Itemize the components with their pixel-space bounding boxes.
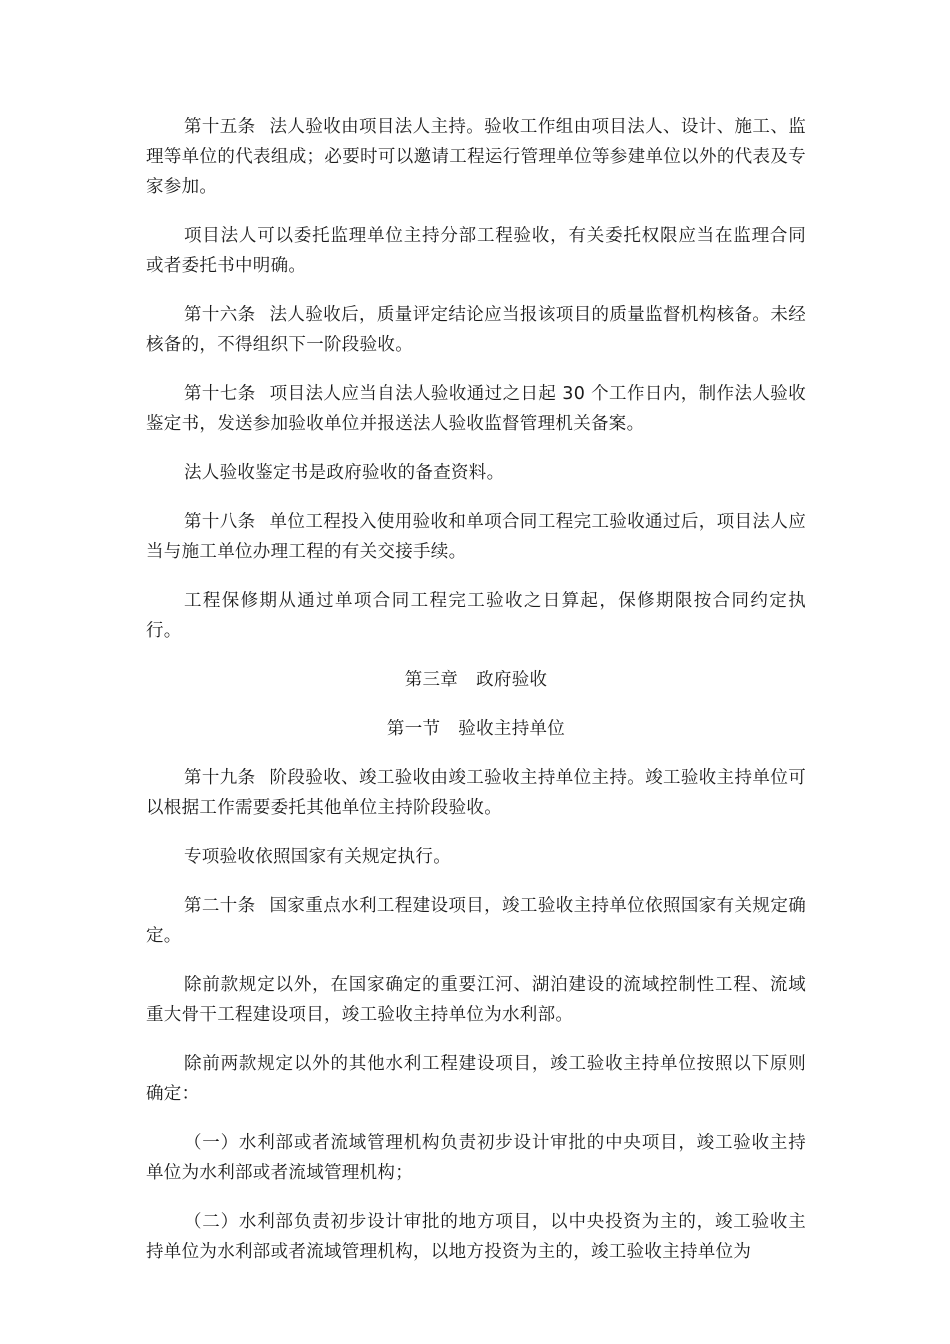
article-19-paragraph <box>146 763 806 823</box>
paragraph-text: 单位工程投入使用验收和单项合同工程完工验收通过后，项目法人应当与施工单位办理工程的有关交接手续。 <box>146 512 807 562</box>
paragraph-text: 法人验收鉴定书是政府验收的备查资料。 <box>184 463 505 483</box>
paragraph-text: 项目法人可以委托监理单位主持分部工程验收，有关委托权限应当在监理合同或者委托书中明确。 <box>146 226 806 276</box>
paragraph-text: 项目法人应当自法人验收通过之日起 30 个工作日内，制作法人验收鉴定书，发送参加验收单位并报送法人验收监督管理机关备案。 <box>146 384 806 434</box>
article-18-clause-2 <box>146 586 806 646</box>
chapter-heading <box>146 665 806 695</box>
article-number: 第二十条 <box>184 896 256 916</box>
article-16-paragraph <box>146 300 806 360</box>
article-15-clause-2 <box>146 221 806 281</box>
article-number: 第十七条 <box>184 384 256 404</box>
paragraph-text: （一）水利部或者流域管理机构负责初步设计审批的中央项目，竣工验收主持单位为水利部或者流域管理机构； <box>146 1133 806 1183</box>
document-page <box>146 112 806 1286</box>
section-title: 验收主持单位 <box>458 719 566 739</box>
article-18-paragraph <box>146 507 806 567</box>
chapter-number: 第三章 <box>404 670 459 690</box>
article-number: 第十六条 <box>184 305 256 325</box>
paragraph-text: 法人验收由项目法人主持。验收工作组由项目法人、设计、施工、监理等单位的代表组成；必要时可以邀请工程运行管理单位等参建单位以外的代表及专家参加。 <box>146 117 807 197</box>
article-19-clause-2 <box>146 842 806 872</box>
paragraph-text: 专项验收依照国家有关规定执行。 <box>184 847 451 867</box>
chapter-title: 政府验收 <box>476 670 548 690</box>
article-20-clause-3 <box>146 1049 806 1109</box>
article-number: 第十九条 <box>184 768 256 788</box>
article-20-paragraph <box>146 891 806 951</box>
article-15-paragraph <box>146 112 806 202</box>
paragraph-text: 除前两款规定以外的其他水利工程建设项目，竣工验收主持单位按照以下原则确定： <box>146 1054 806 1104</box>
paragraph-text: 法人验收后，质量评定结论应当报该项目的质量监督机构核备。未经核备的，不得组织下一阶段验收。 <box>146 305 807 355</box>
article-20-clause-2 <box>146 970 806 1030</box>
paragraph-text: 除前款规定以外，在国家确定的重要江河、湖泊建设的流域控制性工程、流域重大骨干工程建设项目，竣工验收主持单位为水利部。 <box>146 975 806 1025</box>
article-number: 第十五条 <box>184 117 256 137</box>
article-20-item-1 <box>146 1128 806 1188</box>
article-number: 第十八条 <box>184 512 256 532</box>
article-17-clause-2 <box>146 458 806 488</box>
article-17-paragraph <box>146 379 806 439</box>
paragraph-text: 国家重点水利工程建设项目，竣工验收主持单位依照国家有关规定确定。 <box>146 896 807 946</box>
section-heading <box>146 714 806 744</box>
paragraph-text: 工程保修期从通过单项合同工程完工验收之日算起，保修期限按合同约定执行。 <box>146 591 806 641</box>
paragraph-text: （二）水利部负责初步设计审批的地方项目，以中央投资为主的，竣工验收主持单位为水利部或者流域管理机构，以地方投资为主的，竣工验收主持单位为 <box>146 1212 806 1262</box>
paragraph-text: 阶段验收、竣工验收由竣工验收主持单位主持。竣工验收主持单位可以根据工作需要委托其他单位主持阶段验收。 <box>146 768 807 818</box>
article-20-item-2 <box>146 1207 806 1267</box>
section-number: 第一节 <box>386 719 441 739</box>
